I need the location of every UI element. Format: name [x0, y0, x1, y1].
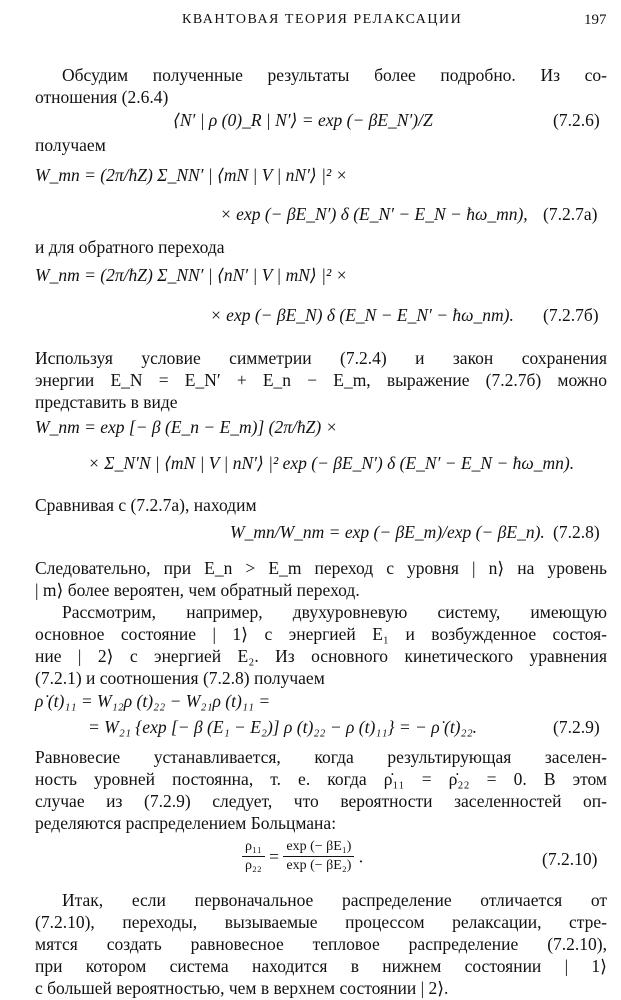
equation-7-2-7b-line1: W_nm = (2π/ħZ) Σ_NN′ | ⟨nN′ | V | mN⟩ |² × [35, 265, 348, 285]
equation-7-2-9-line1: ρ̇ (t)₁₁ = W₁₂ρ (t)₂₂ − W₂₁ρ (t)₁₁ = [35, 691, 271, 711]
para4-line4: (7.2.1) и соотношения (7.2.8) получаем [35, 668, 325, 688]
para6-line3: мятся создать равновесное тепловое распределение (7.2.10), [35, 934, 607, 954]
page-number: 197 [584, 12, 607, 28]
equation-label-7-2-9: (7.2.9) [553, 717, 600, 737]
fraction-rho [242, 838, 265, 875]
para6-line4: при котором система находится в нижнем состоянии | 1⟩ [35, 956, 607, 976]
equation-7-2-7a-line2: × exp (− βE_N′) δ (E_N′ − E_N − ħω_mn), [220, 204, 528, 224]
equation-wnm-line1: W_nm = exp [− β (E_n − E_m)] (2π/ħZ) × [35, 417, 338, 437]
equation-7-2-10: $\frac{\text{ρ₁₁}}{\text{ρ₂₂}}$ = $\frac{\text{exp (− βE₁)}}{\text{exp (− βE₂)}}$ . [242, 838, 363, 875]
word-poluchaem: получаем [35, 135, 106, 155]
exp-e2: exp (− βE₂) [286, 858, 352, 873]
rho-22: ρ₂₂ [245, 858, 262, 873]
exp-e1: exp (− βE₁) [283, 838, 354, 857]
para4-line2: основное состояние | 1⟩ с энергией E₁ и возбужденное состоя- [35, 624, 607, 644]
running-title: КВАНТОВАЯ ТЕОРИЯ РЕЛАКСАЦИИ [182, 12, 463, 27]
para6-line1: Итак, если первоначальное распределение отличается от [62, 890, 607, 910]
equation-label-7-2-7b: (7.2.7б) [543, 305, 599, 325]
para6-line2: (7.2.10), переходы, вызываемые процессом релаксации, стре- [35, 912, 607, 932]
para2-line2: энергии E_N = E_N′ + E_n − E_m, выражение (7.2.7б) можно [35, 370, 607, 390]
equation-label-7-2-10: (7.2.10) [542, 849, 598, 869]
equation-label-7-2-6: (7.2.6) [553, 110, 600, 130]
para1-line1: Обсудим полученные результаты более подробно. Из со- [62, 65, 607, 85]
equation-label-7-2-7a: (7.2.7а) [543, 204, 598, 224]
para5-line2: ность уровней постоянна, т. е. когда ρ̇₁₁ = ρ̇₂₂ = 0. В этом [35, 769, 607, 789]
equation-7-2-9-line2: = W₂₁ {exp [− β (E₁ − E₂)] ρ (t)₂₂ − ρ (t)₁₁} = − ρ̇ (t)₂₂. [88, 717, 478, 737]
para4-line3: ние | 2⟩ с энергией E₂. Из основного кинетического уравнения [35, 646, 607, 666]
para3-line2: | m⟩ более вероятен, чем обратный переход. [35, 580, 360, 600]
equation-label-7-2-8: (7.2.8) [553, 522, 600, 542]
para6-line5: с большей вероятностью, чем в верхнем состоянии | 2⟩. [35, 978, 449, 998]
equation-7-2-7a-line1: W_mn = (2π/ħZ) Σ_NN′ | ⟨mN | V | nN′⟩ |² × [35, 165, 348, 185]
para5-line3: случае из (7.2.9) следует, что вероятности заселенностей оп- [35, 791, 607, 811]
reverse-transition-intro: и для обратного перехода [35, 237, 225, 257]
equation-7-2-7b-line2: × exp (− βE_N) δ (E_N − E_N′ − ħω_nm). [210, 305, 514, 325]
equation-7-2-6: ⟨N′ | ρ (0)_R | N′⟩ = exp (− βE_N′)/Z [173, 110, 433, 130]
equation-7-2-8: W_mn/W_nm = exp (− βE_m)/exp (− βE_n). [230, 522, 545, 542]
running-header [0, 12, 621, 36]
rho-11: ρ₁₁ [242, 838, 265, 857]
para5-line1: Равновесие устанавливается, когда результирующая заселен- [35, 747, 607, 767]
para2-line1: Используя условие симметрии (7.2.4) и закон сохранения [35, 348, 607, 368]
para4-line1: Рассмотрим, например, двухуровневую систему, имеющую [62, 602, 607, 622]
fraction-exp [283, 838, 354, 875]
para2-line3: представить в виде [35, 392, 178, 412]
para3-line1: Следовательно, при E_n > E_m переход с уровня | n⟩ на уровень [35, 558, 607, 578]
compare-text: Сравнивая с (7.2.7а), находим [35, 495, 257, 515]
para5-line4: ределяются распределением Больцмана: [35, 813, 337, 833]
equation-wnm-line2: × Σ_N′N | ⟨mN | V | nN′⟩ |² exp (− βE_N′) δ (E_N′ − E_N − ħω_mn). [88, 453, 575, 473]
para1-line2: отношения (2.6.4) [35, 87, 169, 107]
